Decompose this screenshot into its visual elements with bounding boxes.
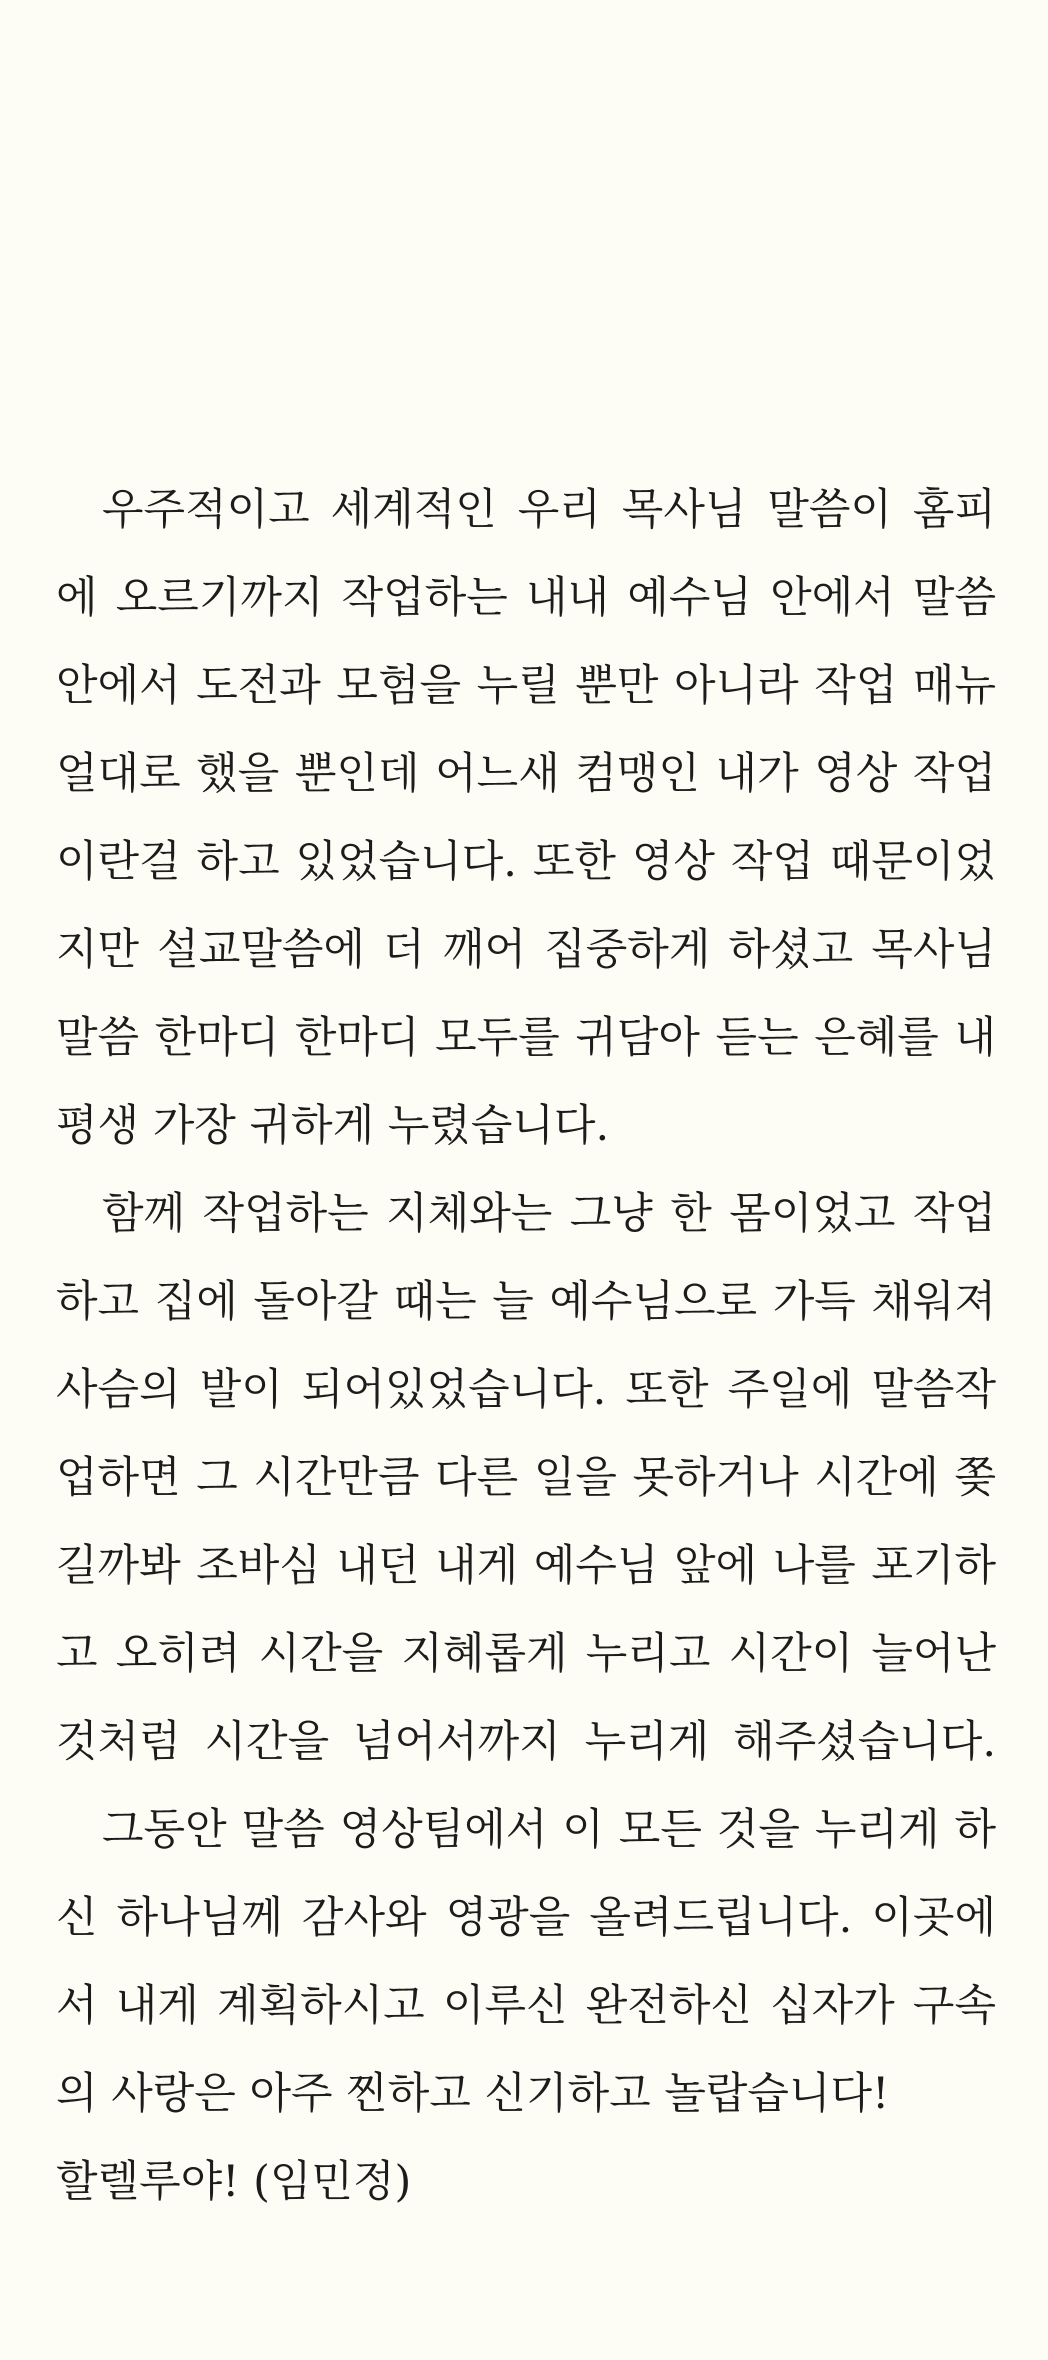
text-line: 안에서 도전과 모험을 누릴 뿐만 아니라 작업 매뉴: [56, 661, 996, 711]
text-line: 우주적이고 세계적인 우리 목사님 말씀이 홈피: [102, 485, 996, 535]
text-line: 업하면 그 시간만큼 다른 일을 못하거나 시간에 쫒: [56, 1453, 996, 1503]
text-line: 이란걸 하고 있었습니다. 또한 영상 작업 때문이었: [56, 837, 996, 887]
testimony-text: [56, 466, 996, 2226]
text-line: 고 오히려 시간을 지혜롭게 누리고 시간이 늘어난: [56, 1629, 996, 1679]
text-line: 서 내게 계획하시고 이루신 완전하신 십자가 구속: [56, 1981, 996, 2031]
text-line: 길까봐 조바심 내던 내게 예수님 앞에 나를 포기하: [56, 1541, 996, 1591]
text-line: 함께 작업하는 지체와는 그냥 한 몸이었고 작업: [102, 1189, 996, 1239]
text-line: 하고 집에 돌아갈 때는 늘 예수님으로 가득 채워져: [56, 1277, 996, 1327]
text-line: 의 사랑은 아주 찐하고 신기하고 놀랍습니다!: [56, 2069, 890, 2119]
text-line: 지만 설교말씀에 더 깨어 집중하게 하셨고 목사님: [56, 925, 996, 975]
text-line: 사슴의 발이 되어있었습니다. 또한 주일에 말씀작: [56, 1365, 996, 1415]
text-line: 그동안 말씀 영상팀에서 이 모든 것을 누리게 하: [102, 1805, 996, 1855]
signature-line: 할렐루야! (임민정): [56, 2157, 412, 2207]
text-line: 평생 가장 귀하게 누렸습니다.: [56, 1101, 610, 1151]
text-line: 말씀 한마디 한마디 모두를 귀담아 듣는 은혜를 내: [56, 1013, 996, 1063]
text-line: 것처럼 시간을 넘어서까지 누리게 해주셨습니다.: [56, 1717, 996, 1767]
text-line: 에 오르기까지 작업하는 내내 예수님 안에서 말씀: [56, 573, 996, 623]
text-line: 얼대로 했을 뿐인데 어느새 컴맹인 내가 영상 작업: [56, 749, 996, 799]
text-line: 신 하나님께 감사와 영광을 올려드립니다. 이곳에: [56, 1893, 996, 1943]
